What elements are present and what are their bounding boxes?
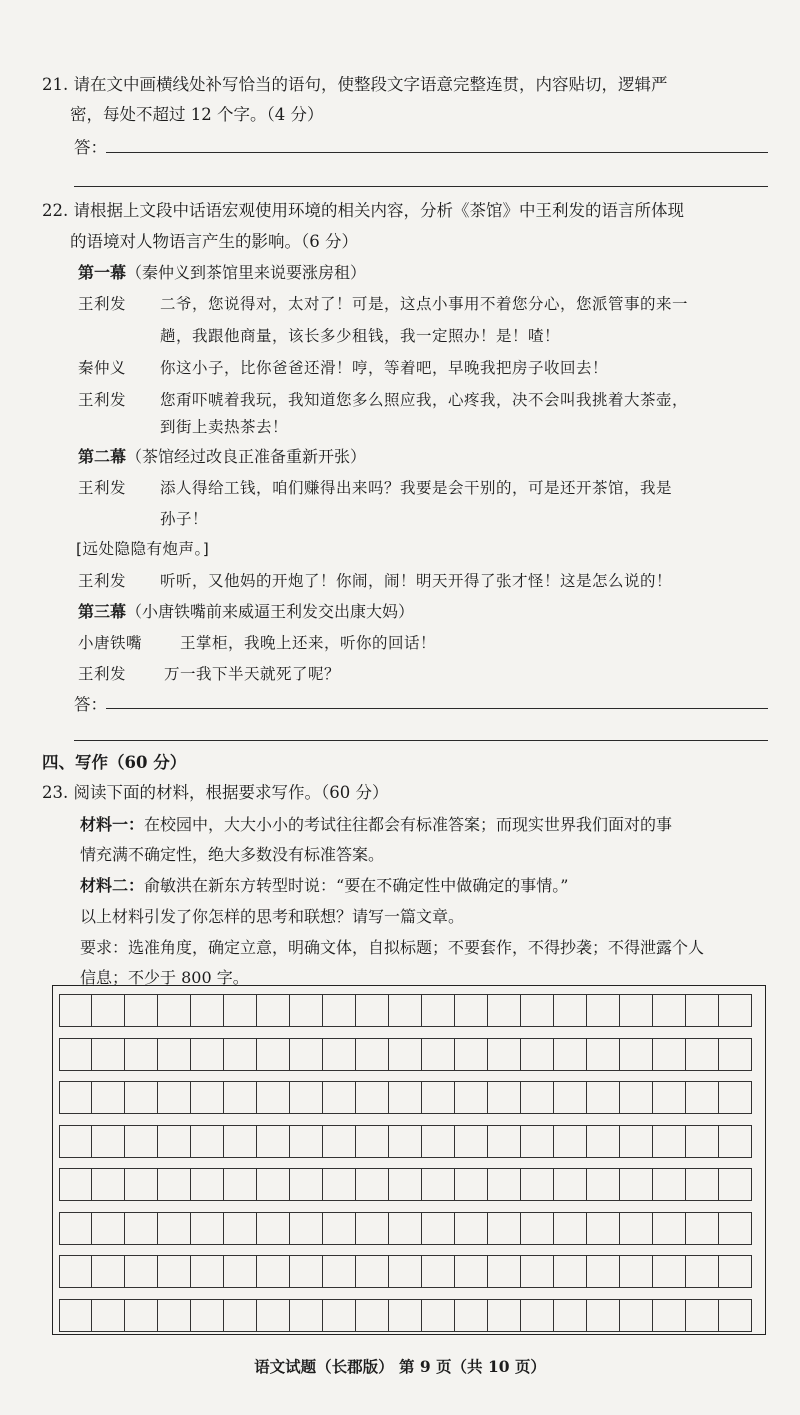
- grid-cell[interactable]: [653, 1212, 686, 1245]
- grid-cell[interactable]: [323, 1255, 356, 1288]
- grid-cell[interactable]: [191, 1125, 224, 1158]
- act3-note: （小唐铁嘴前来威逼王利发交出康大妈）: [126, 602, 415, 621]
- grid-cell[interactable]: [455, 1081, 488, 1114]
- grid-cell[interactable]: [620, 1255, 653, 1288]
- q21-answer-label: 答：: [74, 138, 107, 157]
- grid-cell[interactable]: [389, 1038, 422, 1071]
- grid-cell[interactable]: [389, 994, 422, 1027]
- grid-cell[interactable]: [554, 1255, 587, 1288]
- grid-cell[interactable]: [587, 1125, 620, 1158]
- grid-cell[interactable]: [455, 1038, 488, 1071]
- grid-cell[interactable]: [389, 1299, 422, 1332]
- grid-cell[interactable]: [587, 1038, 620, 1071]
- act1-text-3b: 到街上卖热茶去！: [160, 418, 289, 436]
- grid-row: [53, 1255, 765, 1288]
- act2-note: （茶馆经过改良正准备重新开张）: [126, 447, 367, 466]
- grid-cell[interactable]: [92, 1212, 125, 1245]
- grid-cell[interactable]: [455, 1212, 488, 1245]
- grid-cell[interactable]: [356, 1038, 389, 1071]
- grid-row: [53, 1299, 765, 1332]
- q23-material1: [80, 810, 672, 840]
- q23-prompt: 以上材料引发了你怎样的思考和联想？请写一篇文章。: [80, 907, 465, 926]
- grid-cell[interactable]: [59, 1125, 92, 1158]
- material2-text: 俞敏洪在新东方转型时说：“要在不确定性中做确定的事情。”: [144, 876, 569, 895]
- grid-cell[interactable]: [488, 994, 521, 1027]
- act3-speaker-1: 小唐铁嘴: [78, 634, 143, 652]
- grid-cell[interactable]: [488, 1081, 521, 1114]
- act2-text-2: 听听，又他妈的开炮了！你闹，闹！明天开得了张才怪！这是怎么说的！: [160, 572, 673, 590]
- grid-cell[interactable]: [257, 1212, 290, 1245]
- grid-cell[interactable]: [653, 1255, 686, 1288]
- grid-cell[interactable]: [488, 1168, 521, 1201]
- grid-cell[interactable]: [488, 1125, 521, 1158]
- act2-text-1: 添人得给工钱，咱们赚得出来吗？我要是会干别的，可是还开茶馆，我是: [160, 479, 673, 497]
- grid-cell[interactable]: [719, 1038, 752, 1071]
- act2-heading: [78, 442, 366, 472]
- q21-answer-line-1[interactable]: [106, 152, 768, 153]
- act1-speaker-2: 秦仲义: [78, 359, 127, 377]
- grid-cell[interactable]: [323, 1168, 356, 1201]
- grid-cell[interactable]: [389, 1125, 422, 1158]
- grid-cell[interactable]: [290, 1168, 323, 1201]
- grid-cell[interactable]: [422, 1038, 455, 1071]
- grid-cell[interactable]: [686, 1255, 719, 1288]
- grid-cell[interactable]: [488, 1212, 521, 1245]
- grid-cell[interactable]: [620, 1081, 653, 1114]
- grid-cell[interactable]: [521, 1168, 554, 1201]
- grid-cell[interactable]: [224, 1168, 257, 1201]
- grid-cell[interactable]: [290, 1081, 323, 1114]
- grid-cell[interactable]: [323, 1212, 356, 1245]
- grid-cell[interactable]: [224, 1125, 257, 1158]
- grid-row: [53, 994, 765, 1027]
- grid-cell[interactable]: [59, 1255, 92, 1288]
- grid-cell[interactable]: [719, 1212, 752, 1245]
- grid-cell[interactable]: [653, 1081, 686, 1114]
- grid-cell[interactable]: [59, 1038, 92, 1071]
- grid-cell[interactable]: [455, 994, 488, 1027]
- grid-cell[interactable]: [422, 994, 455, 1027]
- act1-note: （秦仲义到茶馆里来说要涨房租）: [126, 263, 367, 282]
- grid-cell[interactable]: [158, 1212, 191, 1245]
- q22-line2: 的语境对人物语言产生的影响。（6 分）: [70, 232, 358, 251]
- grid-cell[interactable]: [521, 1038, 554, 1071]
- q23-requirement-2: 信息；不少于 800 字。: [80, 968, 249, 987]
- grid-cell[interactable]: [92, 1299, 125, 1332]
- page-footer: 语文试题（长郡版） 第 9 页（共 10 页）: [254, 1357, 546, 1376]
- grid-cell[interactable]: [389, 1255, 422, 1288]
- grid-cell[interactable]: [323, 994, 356, 1027]
- material2-label: 材料二：: [80, 876, 145, 895]
- grid-cell[interactable]: [59, 1212, 92, 1245]
- grid-cell[interactable]: [257, 1038, 290, 1071]
- grid-cell[interactable]: [158, 1081, 191, 1114]
- grid-cell[interactable]: [620, 1168, 653, 1201]
- grid-cell[interactable]: [455, 1299, 488, 1332]
- grid-cell[interactable]: [422, 1212, 455, 1245]
- grid-cell[interactable]: [158, 1125, 191, 1158]
- grid-cell[interactable]: [59, 1081, 92, 1114]
- grid-cell[interactable]: [521, 1255, 554, 1288]
- grid-cell[interactable]: [422, 1299, 455, 1332]
- grid-cell[interactable]: [389, 1212, 422, 1245]
- grid-cell[interactable]: [653, 1168, 686, 1201]
- act1-speaker-3: 王利发: [78, 391, 127, 409]
- grid-cell[interactable]: [488, 1255, 521, 1288]
- grid-cell[interactable]: [554, 1212, 587, 1245]
- grid-cell[interactable]: [653, 1125, 686, 1158]
- act2-text-1b: 孙子！: [160, 510, 209, 528]
- act1-heading: [78, 258, 366, 288]
- grid-cell[interactable]: [620, 1125, 653, 1158]
- grid-cell[interactable]: [719, 1081, 752, 1114]
- grid-cell[interactable]: [257, 1255, 290, 1288]
- grid-cell[interactable]: [686, 1212, 719, 1245]
- grid-cell[interactable]: [158, 994, 191, 1027]
- grid-cell[interactable]: [257, 1168, 290, 1201]
- grid-cell[interactable]: [521, 1299, 554, 1332]
- grid-cell[interactable]: [554, 994, 587, 1027]
- q23-line1: 23. 阅读下面的材料，根据要求写作。（60 分）: [42, 783, 389, 802]
- grid-cell[interactable]: [587, 1081, 620, 1114]
- act2-speaker-2: 王利发: [78, 572, 127, 590]
- grid-row: [53, 1212, 765, 1245]
- material1-label: 材料一：: [80, 815, 145, 834]
- grid-cell[interactable]: [323, 1299, 356, 1332]
- grid-cell[interactable]: [389, 1081, 422, 1114]
- grid-cell[interactable]: [125, 1212, 158, 1245]
- grid-cell[interactable]: [554, 1125, 587, 1158]
- grid-cell[interactable]: [290, 1038, 323, 1071]
- grid-cell[interactable]: [323, 1038, 356, 1071]
- grid-cell[interactable]: [158, 1168, 191, 1201]
- grid-cell[interactable]: [191, 1168, 224, 1201]
- grid-cell[interactable]: [224, 1081, 257, 1114]
- act1-speaker-1: 王利发: [78, 295, 127, 313]
- grid-cell[interactable]: [158, 1299, 191, 1332]
- grid-cell[interactable]: [356, 1212, 389, 1245]
- grid-cell[interactable]: [686, 1081, 719, 1114]
- material1-text-2: 情充满不确定性，绝大多数没有标准答案。: [80, 845, 385, 864]
- grid-cell[interactable]: [92, 1125, 125, 1158]
- grid-cell[interactable]: [257, 1125, 290, 1158]
- act1-text-1b: 趟，我跟他商量，该长多少租钱，我一定照办！是！喳！: [160, 327, 561, 345]
- grid-cell[interactable]: [191, 1081, 224, 1114]
- grid-cell[interactable]: [587, 1255, 620, 1288]
- grid-cell[interactable]: [191, 994, 224, 1027]
- grid-cell[interactable]: [521, 1081, 554, 1114]
- q22-answer-line-1[interactable]: [106, 708, 768, 709]
- grid-cell[interactable]: [686, 1038, 719, 1071]
- grid-cell[interactable]: [290, 1125, 323, 1158]
- act2-title: 第二幕: [78, 447, 127, 466]
- grid-row: [53, 1081, 765, 1114]
- grid-cell[interactable]: [92, 1168, 125, 1201]
- grid-cell[interactable]: [125, 1081, 158, 1114]
- composition-grid[interactable]: [52, 985, 766, 1335]
- grid-cell[interactable]: [488, 1038, 521, 1071]
- grid-cell[interactable]: [290, 1212, 323, 1245]
- grid-cell[interactable]: [224, 994, 257, 1027]
- q23-requirement: 要求：选准角度，确定立意，明确文体，自拟标题；不要套作，不得抄袭；不得泄露个人: [80, 938, 705, 957]
- grid-cell[interactable]: [719, 1255, 752, 1288]
- grid-cell[interactable]: [290, 1255, 323, 1288]
- grid-cell[interactable]: [422, 1125, 455, 1158]
- grid-cell[interactable]: [488, 1299, 521, 1332]
- grid-cell[interactable]: [125, 1299, 158, 1332]
- act1-text-2: 你这小子，比你爸爸还滑！哼，等着吧，早晚我把房子收回去！: [160, 359, 609, 377]
- q21-line1: 21. 请在文中画横线处补写恰当的语句，使整段文字语意完整连贯，内容贴切，逻辑严: [42, 75, 668, 94]
- grid-cell[interactable]: [158, 1255, 191, 1288]
- grid-cell[interactable]: [92, 1255, 125, 1288]
- grid-cell[interactable]: [686, 1125, 719, 1158]
- grid-cell[interactable]: [125, 1168, 158, 1201]
- grid-cell[interactable]: [191, 1038, 224, 1071]
- grid-cell[interactable]: [719, 1168, 752, 1201]
- grid-cell[interactable]: [125, 1125, 158, 1158]
- q22-line1: 22. 请根据上文段中话语宏观使用环境的相关内容，分析《茶馆》中王利发的语言所体现: [42, 201, 684, 220]
- grid-cell[interactable]: [257, 994, 290, 1027]
- grid-cell[interactable]: [422, 1255, 455, 1288]
- grid-cell[interactable]: [224, 1255, 257, 1288]
- grid-cell[interactable]: [653, 994, 686, 1027]
- grid-cell[interactable]: [653, 1299, 686, 1332]
- grid-cell[interactable]: [521, 1125, 554, 1158]
- grid-cell[interactable]: [587, 994, 620, 1027]
- grid-cell[interactable]: [620, 1038, 653, 1071]
- grid-cell[interactable]: [191, 1299, 224, 1332]
- grid-cell[interactable]: [554, 1299, 587, 1332]
- act2-speaker-1: 王利发: [78, 479, 127, 497]
- grid-cell[interactable]: [719, 994, 752, 1027]
- grid-cell[interactable]: [290, 994, 323, 1027]
- grid-cell[interactable]: [92, 1038, 125, 1071]
- grid-cell[interactable]: [59, 994, 92, 1027]
- grid-cell[interactable]: [356, 994, 389, 1027]
- material1-text: 在校园中，大大小小的考试往往都会有标准答案；而现实世界我们面对的事: [144, 815, 673, 834]
- grid-cell[interactable]: [422, 1081, 455, 1114]
- grid-cell[interactable]: [620, 1299, 653, 1332]
- grid-cell[interactable]: [686, 1299, 719, 1332]
- grid-row: [53, 1125, 765, 1158]
- grid-cell[interactable]: [719, 1125, 752, 1158]
- q22-answer-label: 答：: [74, 695, 107, 714]
- grid-cell[interactable]: [224, 1038, 257, 1071]
- act3-text-2: 万一我下半天就死了呢？: [164, 665, 341, 683]
- act3-text-1: 王掌柜，我晚上还来，听你的回话！: [180, 634, 437, 652]
- grid-cell[interactable]: [323, 1081, 356, 1114]
- grid-cell[interactable]: [59, 1168, 92, 1201]
- grid-cell[interactable]: [587, 1212, 620, 1245]
- grid-cell[interactable]: [620, 1212, 653, 1245]
- q22-answer-line-2[interactable]: [74, 740, 768, 741]
- grid-cell[interactable]: [719, 1299, 752, 1332]
- act2-stage-direction: [远处隐隐有炮声。]: [76, 540, 210, 558]
- grid-cell[interactable]: [158, 1038, 191, 1071]
- grid-cell[interactable]: [356, 1081, 389, 1114]
- grid-cell[interactable]: [587, 1299, 620, 1332]
- act3-speaker-2: 王利发: [78, 665, 127, 683]
- grid-row: [53, 1038, 765, 1071]
- q21-line2: 密，每处不超过 12 个字。（4 分）: [70, 105, 324, 124]
- grid-cell[interactable]: [554, 1081, 587, 1114]
- grid-cell[interactable]: [290, 1299, 323, 1332]
- grid-cell[interactable]: [125, 994, 158, 1027]
- grid-cell[interactable]: [92, 994, 125, 1027]
- grid-cell[interactable]: [686, 1168, 719, 1201]
- section4-title: 四、写作（60 分）: [42, 753, 187, 772]
- act3-heading: [78, 597, 414, 627]
- act1-title: 第一幕: [78, 263, 127, 282]
- grid-cell[interactable]: [191, 1212, 224, 1245]
- grid-cell[interactable]: [620, 994, 653, 1027]
- grid-row: [53, 1168, 765, 1201]
- grid-cell[interactable]: [587, 1168, 620, 1201]
- grid-cell[interactable]: [92, 1081, 125, 1114]
- grid-cell[interactable]: [455, 1255, 488, 1288]
- grid-cell[interactable]: [191, 1255, 224, 1288]
- grid-cell[interactable]: [521, 1212, 554, 1245]
- grid-cell[interactable]: [257, 1299, 290, 1332]
- grid-cell[interactable]: [125, 1255, 158, 1288]
- grid-cell[interactable]: [554, 1168, 587, 1201]
- grid-cell[interactable]: [125, 1038, 158, 1071]
- grid-cell[interactable]: [455, 1168, 488, 1201]
- grid-cell[interactable]: [323, 1125, 356, 1158]
- grid-cell[interactable]: [224, 1212, 257, 1245]
- grid-cell[interactable]: [554, 1038, 587, 1071]
- grid-cell[interactable]: [389, 1168, 422, 1201]
- grid-cell[interactable]: [356, 1125, 389, 1158]
- grid-cell[interactable]: [224, 1299, 257, 1332]
- grid-cell[interactable]: [422, 1168, 455, 1201]
- grid-cell[interactable]: [59, 1299, 92, 1332]
- q23-material2: [80, 871, 568, 901]
- grid-cell[interactable]: [653, 1038, 686, 1071]
- act3-title: 第三幕: [78, 602, 127, 621]
- grid-cell[interactable]: [686, 994, 719, 1027]
- grid-cell[interactable]: [257, 1081, 290, 1114]
- q21-answer-line-2[interactable]: [74, 186, 768, 187]
- act1-text-1: 二爷，您说得对，太对了！可是，这点小事用不着您分心，您派管事的来一: [160, 295, 689, 313]
- grid-cell[interactable]: [356, 1299, 389, 1332]
- grid-cell[interactable]: [356, 1255, 389, 1288]
- act1-text-3: 您甭吓唬着我玩，我知道您多么照应我，心疼我，决不会叫我挑着大茶壶，: [160, 391, 689, 409]
- grid-cell[interactable]: [521, 994, 554, 1027]
- grid-cell[interactable]: [455, 1125, 488, 1158]
- grid-cell[interactable]: [356, 1168, 389, 1201]
